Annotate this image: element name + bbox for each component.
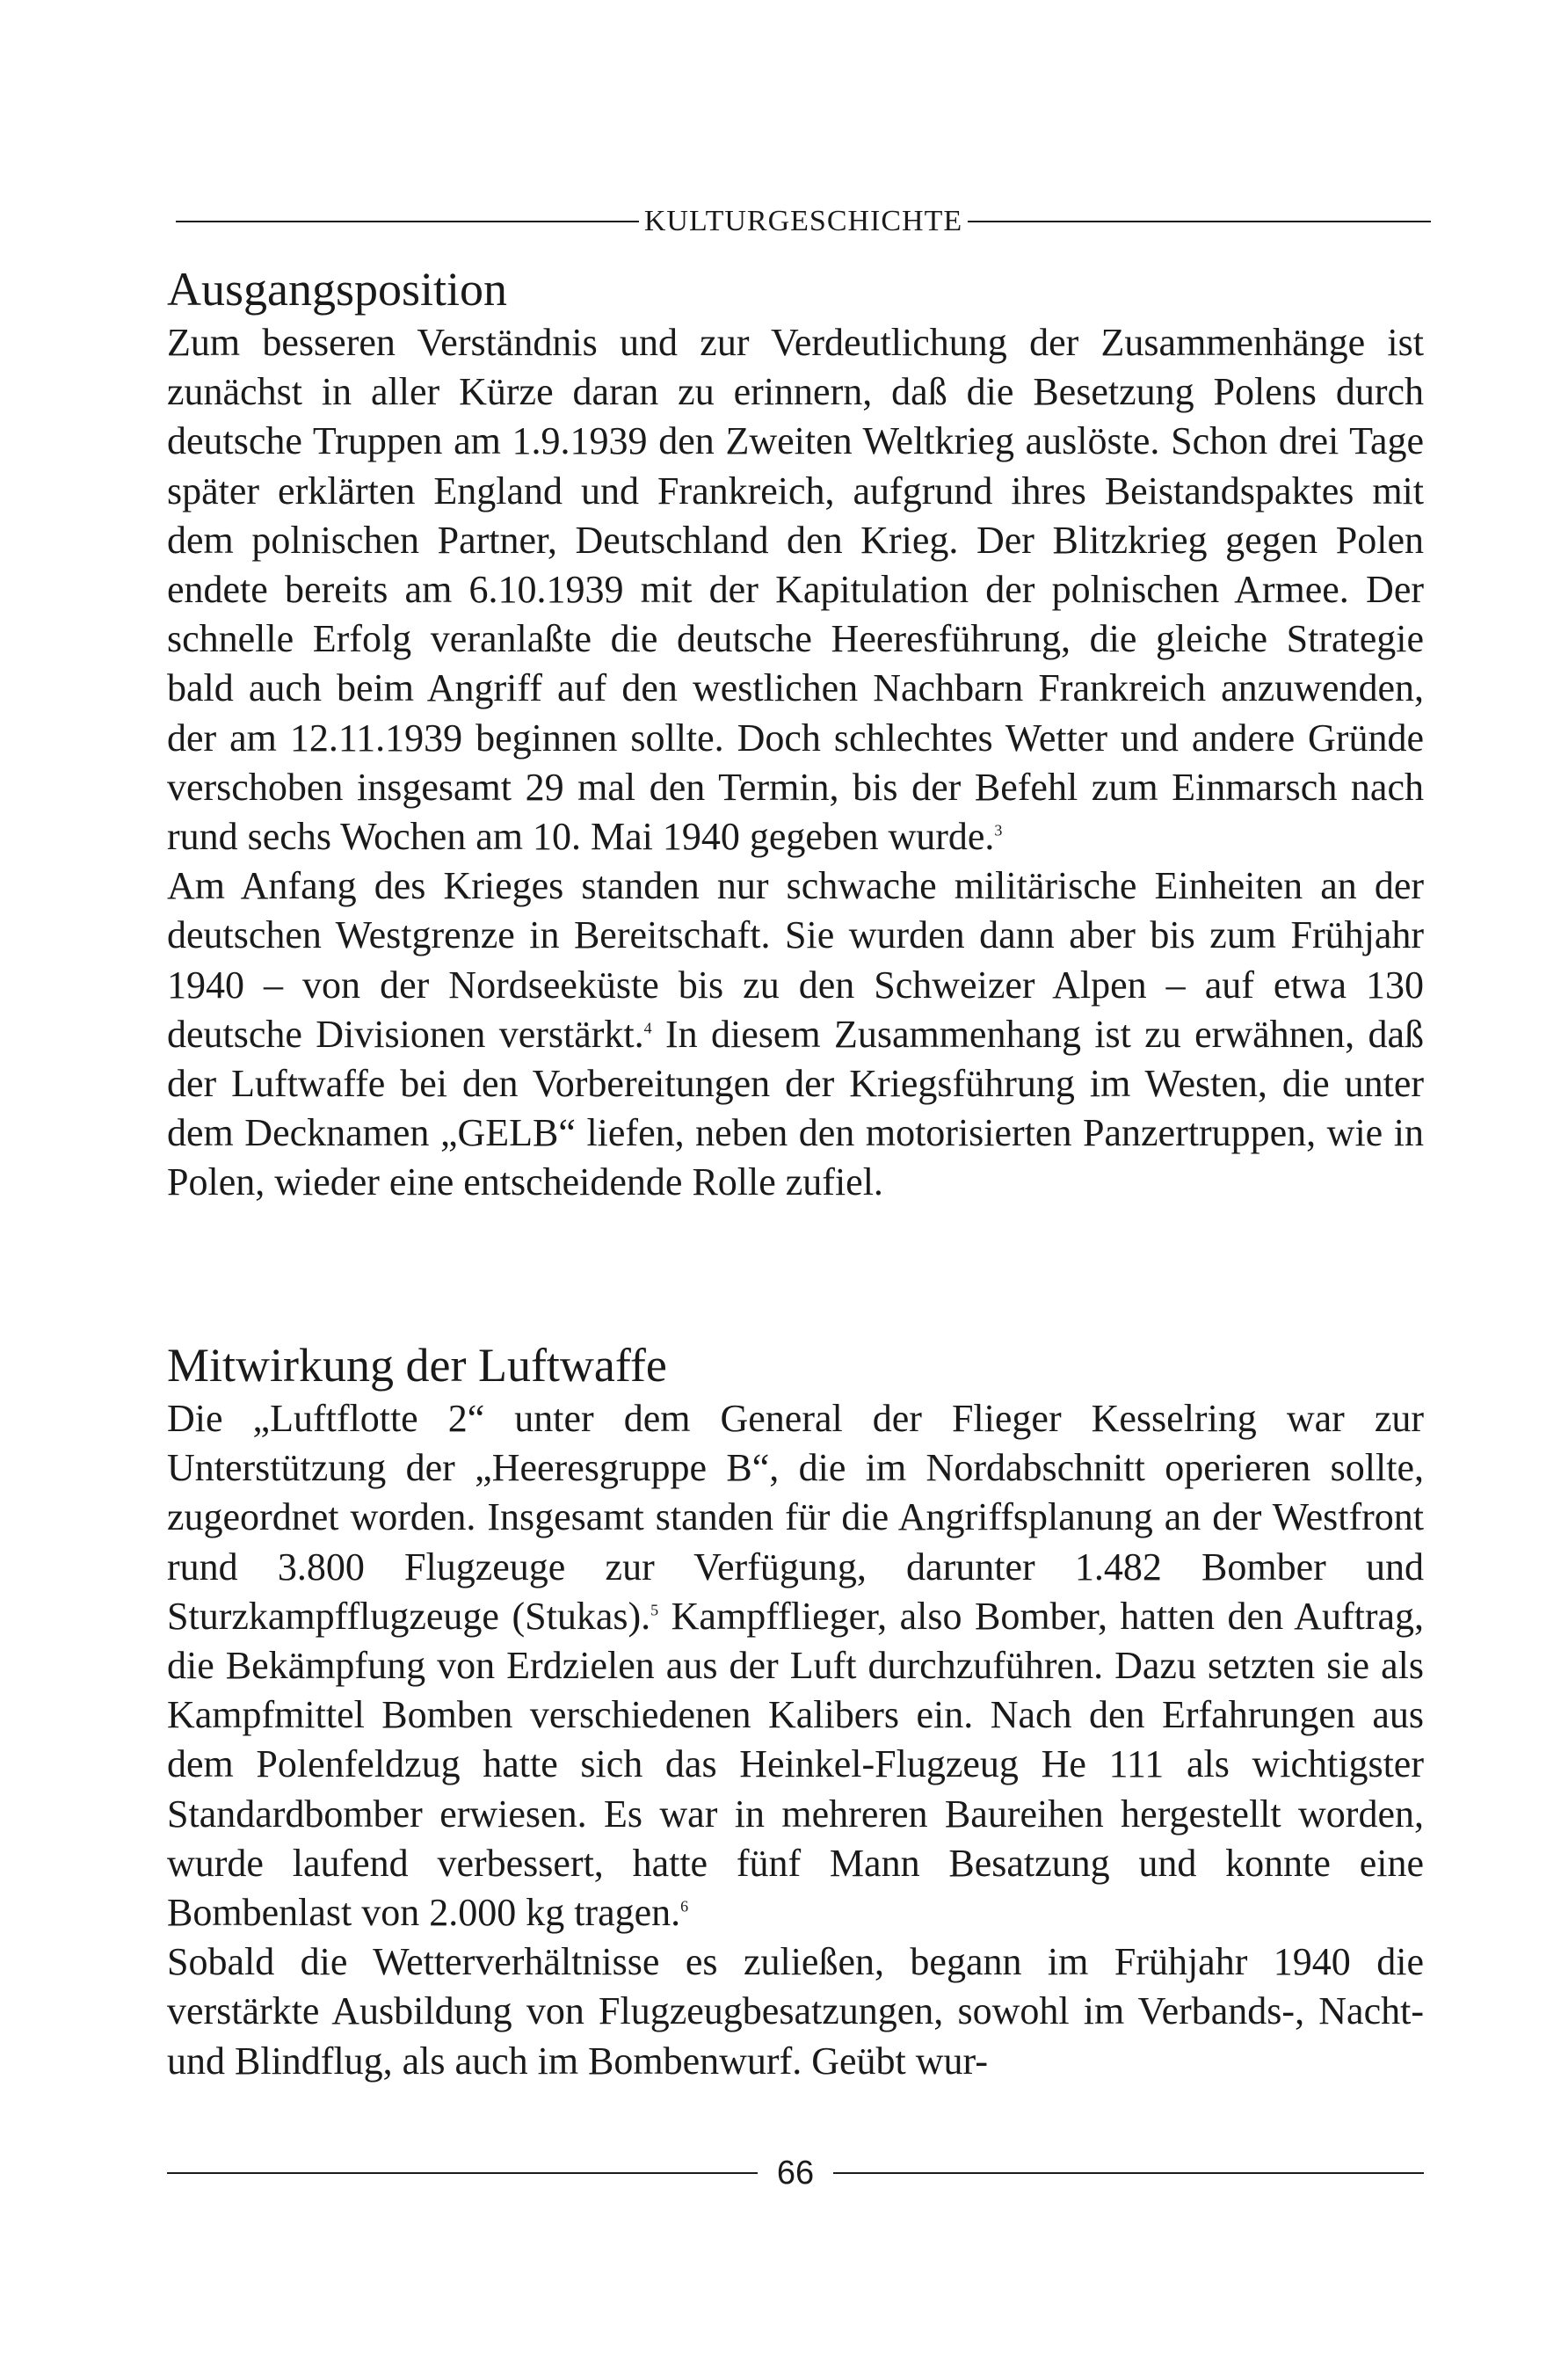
- running-head: [176, 202, 1431, 241]
- running-head-rule-right: [968, 221, 1431, 222]
- section-heading-ausgangsposition: Ausgangsposition: [167, 263, 508, 316]
- footnote-marker: 6: [680, 1897, 689, 1916]
- section-body-ausgangsposition: [167, 318, 1424, 1208]
- paragraph: Die „Luftflotte 2“ unter dem General der Flieger Kesselring war zur Unterstützung der „Heeresgruppe B“, die im Nordabschnitt operieren sollte, zugeordnet worden. Insgesamt standen für die Angriffsplanung an der Westfront rund 3.800 Flugzeuge zur Verfügung, darunter 1.482 Bomber und Sturzkampfflugzeuge (Stukas).$^5$ Kampfflieger, also Bomber, hatten den Auftrag, die Bekämpfung von Erdzielen aus der Luft durchzuführen. Dazu setzten sie als Kampfmittel Bomben verschiedenen Kalibers ein. Nach den Erfahrungen aus dem Polenfeldzug hatte sich das Heinkel-Flugzeug He 111 als wichtigster Standardbomber erwiesen. Es war in mehreren Baureihen hergestellt worden, wurde laufend verbessert, hatte fünf Mann Besatzung und konnte eine Bombenlast von 2.000 kg tragen.$^6$: [167, 1397, 1425, 1935]
- running-head-label: KULTURGESCHICHTE: [643, 205, 963, 237]
- footnote-marker: 4: [643, 1019, 652, 1037]
- paragraph: Am Anfang des Krieges standen nur schwache militärische Einheiten an der deutschen Westgrenze in Bereitschaft. Sie wurden dann aber bis zum Frühjahr 1940 – von der Nordseeküste bis zu den Schweizer Alpen – auf etwa 130 deutsche Divisionen verstärkt.$^4$ In diesem Zusammenhang ist zu erwähnen, daß der Luftwaffe bei den Vorbereitungen der Kriegsführung im Westen, die unter dem Decknamen „GELB“ liefen, neben den motorisierten Panzertruppen, wie in Polen, wieder eine entscheidende Rolle zufiel.: [167, 864, 1424, 1204]
- paragraph: Zum besseren Verständnis und zur Verdeutlichung der Zusammenhänge ist zunächst in aller Kürze daran zu erinnern, daß die Besetzung Polens durch deutsche Truppen am 1.9.1939 den Zweiten Weltkrieg auslöste. Schon drei Tage später erklärten England und Frankreich, aufgrund ihres Beistandspaktes mit dem polnischen Partner, Deutschland den Krieg. Der Blitzkrieg gegen Polen endete bereits am 6.10.1939 mit der Kapitulation der polnischen Armee. Der schnelle Erfolg veranlaßte die deutsche Heeresführung, die gleiche Strategie bald auch beim Angriff auf den westlichen Nachbarn Frankreich anzuwenden, der am 12.11.1939 beginnen sollte. Doch schlechtes Wetter und andere Gründe verschoben insgesamt 29 mal den Termin, bis der Befehl zum Einmarsch nach rund sechs Wochen am 10. Mai 1940 gegeben wurde.$^3$: [167, 321, 1424, 859]
- footnote-marker: 3: [994, 821, 1003, 840]
- footnote-marker: 5: [650, 1601, 659, 1619]
- page-footer: [167, 2148, 1424, 2198]
- footer-rule-left: [167, 2172, 758, 2174]
- page-number: 66: [776, 2155, 815, 2192]
- section-body-mitwirkung: [167, 1394, 1424, 2086]
- running-head-rule-left: [176, 221, 639, 222]
- section-heading-mitwirkung: Mitwirkung der Luftwaffe: [167, 1339, 667, 1392]
- paragraph: Sobald die Wetterverhältnisse es zuließen, begann im Frühjahr 1940 die verstärkte Ausbildung von Flugzeugbesatzungen, sowohl im Verbands-, Nacht- und Blindflug, als auch im Bombenwurf. Geübt wur-: [167, 1940, 1424, 2083]
- footer-rule-right: [833, 2172, 1424, 2174]
